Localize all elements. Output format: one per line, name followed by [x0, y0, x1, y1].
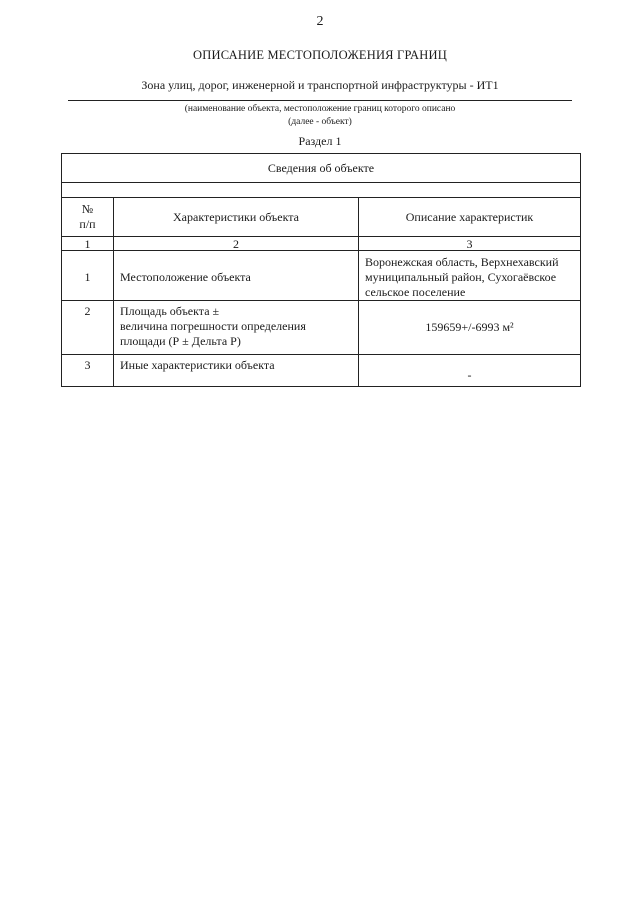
table-row: [62, 355, 581, 387]
caption-line-2: (далее - объект): [288, 117, 352, 127]
column-header-row: [62, 198, 581, 237]
row-number: 1: [62, 251, 114, 301]
page-number: 2: [316, 14, 324, 29]
table-heading-row: [62, 154, 581, 183]
column-number-abbrev: п/п: [79, 217, 96, 231]
column-header-characteristics: Характеристики объекта: [114, 198, 359, 237]
row-characteristic: Местоположение объекта: [114, 251, 359, 301]
row-description: Воронежская область, Верхнехавский муниципальный район, Сухогаёвское сельское поселение: [359, 251, 581, 301]
table-row: [62, 251, 581, 301]
spacer-cell: [62, 183, 581, 198]
table-heading: Сведения об объекте: [62, 154, 581, 183]
row-description: 159659+/-6993 м²: [359, 301, 581, 355]
row-characteristic: [114, 301, 359, 355]
caption-line-1: (наименование объекта, местоположение границ которого описано: [184, 104, 456, 114]
row-characteristic: Иные характеристики объекта: [114, 355, 359, 387]
column-number-row: [62, 237, 581, 251]
column-index: 1: [62, 237, 114, 251]
object-caption: [0, 103, 640, 129]
column-header-number: [62, 198, 114, 237]
table-row: [62, 301, 581, 355]
column-header-description: Описание характеристик: [359, 198, 581, 237]
document-title: ОПИСАНИЕ МЕСТОПОЛОЖЕНИЯ ГРАНИЦ: [193, 48, 447, 62]
column-number-symbol: №: [81, 202, 94, 216]
area-error-label: величина погрешности определения площади (Р ± Дельта Р): [120, 319, 306, 348]
section-label: Раздел 1: [298, 134, 342, 148]
object-name: Зона улиц, дорог, инженерной и транспортной инфраструктуры - ИТ1: [141, 78, 499, 92]
column-index: 2: [114, 237, 359, 251]
area-label: Площадь объекта ±: [120, 304, 220, 318]
underline-rule: [68, 100, 572, 101]
table-spacer-row: [62, 183, 581, 198]
row-number: 3: [62, 355, 114, 387]
column-index: 3: [359, 237, 581, 251]
row-number: 2: [62, 301, 114, 355]
object-info-table: [61, 153, 581, 387]
row-description: -: [359, 355, 581, 387]
